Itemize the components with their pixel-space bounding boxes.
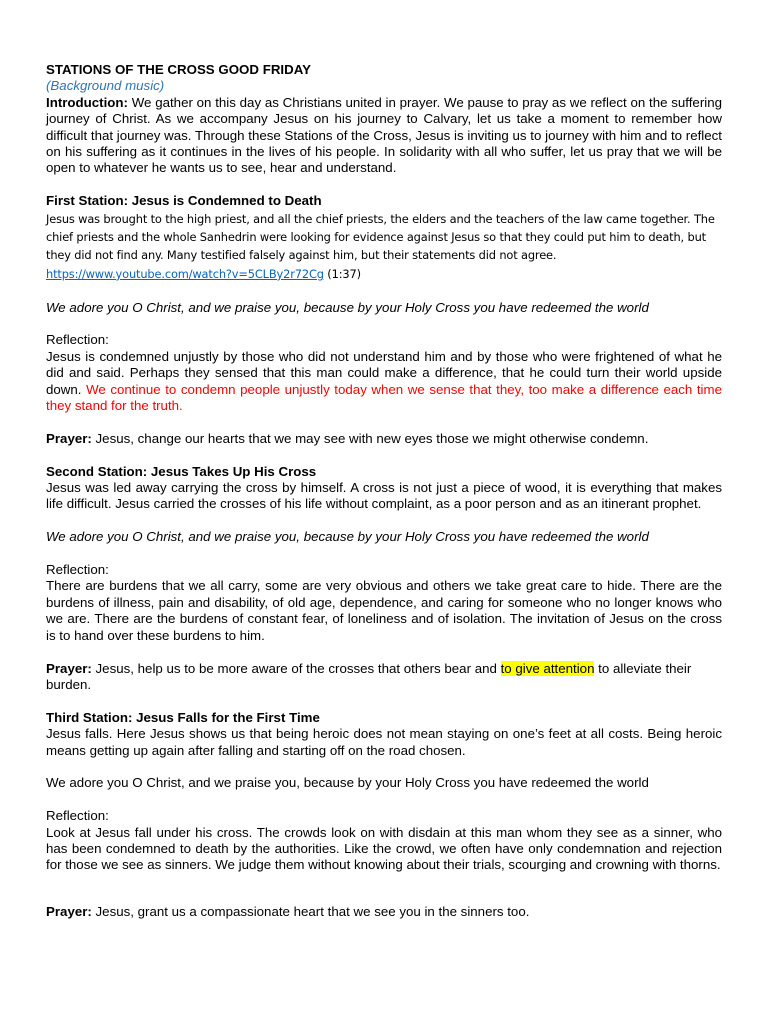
station-3-prayer-text: Jesus, grant us a compassionate heart that we see you in the sinners too.	[91, 903, 530, 919]
introduction-label: Introduction:	[46, 94, 128, 110]
station-2-adoration: We adore you O Christ, and we praise you, because by your Holy Cross you have redeemed the world	[46, 529, 649, 545]
introduction-paragraph	[46, 95, 722, 177]
station-1-reflection-label: Reflection:	[46, 332, 109, 348]
station-1-reflection-text: Jesus is condemned unjustly by those who did not understand him and by those who were frightened of what he did and said. Perhaps they sensed that this man could make a difference, that he could turn their world upside down.	[46, 348, 722, 397]
station-2-prayer	[46, 661, 722, 694]
station-1-adoration: We adore you O Christ, and we praise you, because by your Holy Cross you have redeemed the world	[46, 299, 649, 315]
station-2-text: Jesus was led away carrying the cross by himself. A cross is not just a piece of wood, it is everything that makes life difficult. Jesus carried the crosses of his life without complaint, as a poor person and as an itinerant prophet.	[46, 480, 722, 512]
station-1-video-duration: (1:37)	[323, 266, 361, 281]
station-3-prayer	[46, 904, 722, 920]
station-3-reflection-label: Reflection:	[46, 808, 109, 824]
station-1-prayer	[46, 431, 722, 447]
station-3-reflection: Look at Jesus fall under his cross. The crowds look on with disdain at this man whom they see as a sinner, who has been condemned to death by the authorities. Like the crowd, we often have only condemnation and rejection for those we see as sinners. We judge them without knowing about their trials, scourging and crowning with thorns.	[46, 824, 722, 873]
station-1-reflection	[46, 349, 722, 415]
station-1-prayer-text: Jesus, change our hearts that we may see with new eyes those we might otherwise condemn.	[91, 430, 649, 446]
station-1-video-link[interactable]: https://www.youtube.com/watch?v=5CLBy2r72Cg	[46, 266, 324, 281]
station-3-adoration: We adore you O Christ, and we praise you, because by your Holy Cross you have redeemed the world	[46, 775, 649, 791]
station-3-heading: Third Station: Jesus Falls for the First Time	[46, 709, 320, 725]
station-1-heading: First Station: Jesus is Condemned to Death	[46, 193, 322, 209]
station-3-prayer-label: Prayer:	[46, 903, 92, 919]
station-2-prayer-text-a: Jesus, help us to be more aware of the crosses that others bear and	[91, 660, 501, 676]
station-2-reflection: There are burdens that we all carry, some are very obvious and others we take great care to hide. There are the burdens of illness, pain and disability, of old age, dependence, and caring for someone who no longer knows who we are. There are the burdens of constant fear, of loneliness and of isolation. The invitation of Jesus on the cross is to hand over these burdens to him.	[46, 578, 722, 643]
station-2-prayer-text-b: to alleviate their burden.	[46, 660, 692, 692]
station-2-prayer-label: Prayer:	[46, 660, 92, 676]
station-1-prayer-label: Prayer:	[46, 430, 92, 446]
station-2-prayer-highlight: to give attention	[500, 660, 595, 676]
document-title: STATIONS OF THE CROSS GOOD FRIDAY	[46, 62, 311, 77]
station-1-scripture: Jesus was brought to the high priest, and all the chief priests, the elders and the teachers of the law came together. The chief priests and the whole Sanhedrin were looking for evidence against Jesus so that they could put him to death, but they did not find any. Many testified falsely against him, but their statements did not agree.	[46, 211, 715, 263]
station-1-text	[46, 210, 722, 284]
station-2-heading: Second Station: Jesus Takes Up His Cross	[46, 463, 317, 479]
background-music-note: (Background music)	[46, 78, 165, 94]
station-1-reflection-red-text: We continue to condemn people unjustly today when we sense that they, too make a difference each time they stand for the truth.	[46, 381, 722, 414]
station-3-text: Jesus falls. Here Jesus shows us that being heroic does not mean staying on one’s feet at all costs. Being heroic means getting up again after falling and starting off on the road chosen.	[46, 726, 722, 758]
introduction-text: We gather on this day as Christians united in prayer. We pause to pray as we reflect on the suffering journey of Christ. As we accompany Jesus on his journey to Calvary, let us take a moment to remember how difficult that journey was. Through these Stations of the Cross, Jesus is inviting us to journey with him and to reflect on his suffering as it continues in the lives of his people. In solidarity with all who suffer, let us pray that we will be open to whatever he wants us to see, hear and understand.	[46, 94, 722, 176]
station-2-reflection-label: Reflection:	[46, 562, 109, 578]
